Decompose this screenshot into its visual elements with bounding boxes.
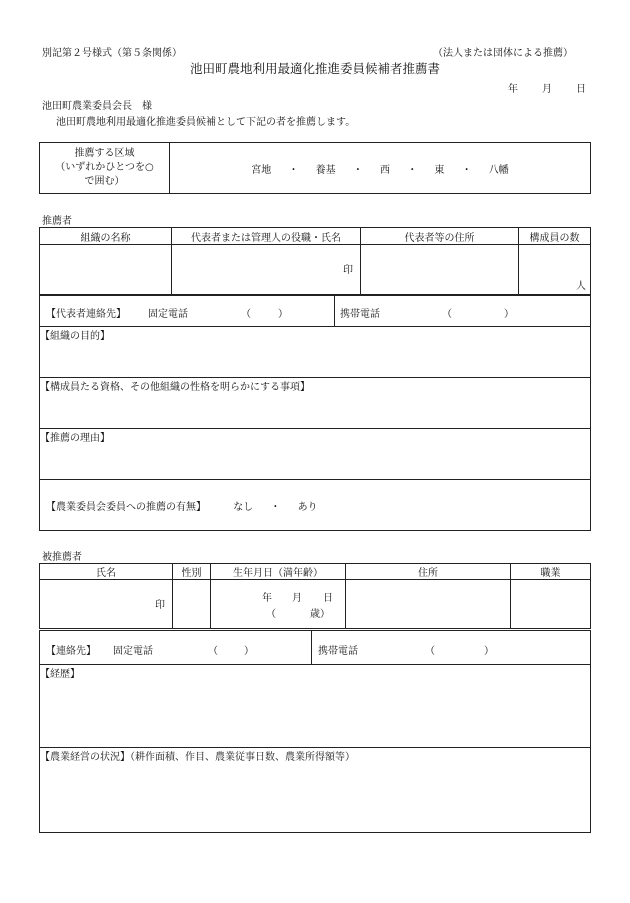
col-nominee-address: 住所 bbox=[346, 564, 511, 580]
rep-contact-label: 【代表者連絡先】 bbox=[46, 309, 126, 320]
birth-month-label: 月 bbox=[292, 593, 302, 604]
addressee: 池田町農業委員会長 様 bbox=[42, 101, 152, 112]
rep-name-field[interactable] bbox=[172, 245, 361, 295]
birth-day-label: 日 bbox=[323, 593, 333, 604]
col-org-name: 組織の名称 bbox=[40, 228, 172, 245]
paren-close: ） bbox=[244, 646, 254, 657]
option-none[interactable]: なし bbox=[233, 501, 254, 513]
paren-open: （ bbox=[241, 309, 251, 320]
member-qualification-field[interactable] bbox=[40, 378, 591, 429]
page-title: 池田町農地利用最適化推進委員候補者推薦書 bbox=[189, 61, 440, 76]
date-month: 月 bbox=[542, 84, 552, 95]
seal-mark: 印 bbox=[343, 265, 353, 276]
age-unit: 歳） bbox=[310, 609, 330, 620]
ag-committee-recommend-field[interactable] bbox=[40, 480, 591, 531]
org-name-field[interactable] bbox=[40, 245, 172, 295]
recommender-section-label: 推薦者 bbox=[42, 216, 72, 227]
district-label-instruction: （いずれかひとつを○ bbox=[55, 162, 154, 173]
col-gender: 性別 bbox=[173, 564, 211, 580]
occupation-field[interactable] bbox=[511, 580, 591, 629]
district-option-yahata[interactable]: 八幡 bbox=[488, 164, 509, 176]
option-yes[interactable]: あり bbox=[297, 501, 318, 513]
nominee-section-label: 被推薦者 bbox=[42, 552, 82, 563]
farming-status-field[interactable] bbox=[40, 748, 591, 833]
district-label-instruction-end: で囲む） bbox=[84, 176, 125, 187]
col-member-count: 構成員の数 bbox=[519, 228, 591, 245]
member-count-field[interactable] bbox=[519, 245, 591, 295]
district-separator: ・ bbox=[352, 164, 363, 176]
recommend-reason-field[interactable] bbox=[40, 429, 591, 480]
birth-year-label: 年 bbox=[262, 593, 272, 604]
date-year: 年 bbox=[508, 84, 518, 95]
landline-label: 固定電話 bbox=[113, 646, 153, 657]
paren-open: （ bbox=[442, 309, 452, 320]
rep-address-field[interactable] bbox=[361, 245, 519, 295]
nominee-name-field[interactable] bbox=[40, 580, 173, 629]
persons-unit: 人 bbox=[576, 281, 586, 292]
nominee-landline-field[interactable] bbox=[40, 631, 312, 665]
col-rep-name: 代表者または管理人の役職・氏名 bbox=[172, 228, 361, 245]
district-option-yoki[interactable]: 養基 bbox=[315, 164, 336, 176]
option-separator: ・ bbox=[270, 501, 281, 513]
rep-mobile-field[interactable] bbox=[335, 296, 591, 327]
col-nominee-name: 氏名 bbox=[40, 564, 173, 580]
paren-close: ） bbox=[278, 309, 288, 320]
form-type: （法人または団体による推薦） bbox=[433, 48, 573, 59]
paren-close: ） bbox=[504, 309, 514, 320]
nominee-detail-table bbox=[39, 664, 591, 833]
district-separator: ・ bbox=[461, 164, 472, 176]
gender-field[interactable] bbox=[173, 580, 211, 629]
nominee-info-table bbox=[39, 563, 591, 629]
district-label: 推薦する区域 bbox=[74, 148, 135, 159]
nominee-address-field[interactable] bbox=[346, 580, 511, 629]
district-table bbox=[39, 142, 591, 194]
district-separator: ・ bbox=[288, 164, 299, 176]
district-option-miyaji[interactable]: 宮地 bbox=[251, 164, 272, 176]
recommender-info-table bbox=[39, 227, 591, 295]
district-label-cell bbox=[40, 143, 170, 194]
nominee-mobile-field[interactable] bbox=[312, 631, 591, 665]
district-option-nishi[interactable]: 西 bbox=[380, 164, 390, 176]
age-paren-open: （ bbox=[266, 609, 276, 620]
landline-label: 固定電話 bbox=[148, 309, 188, 320]
mobile-label: 携帯電話 bbox=[340, 309, 380, 320]
org-purpose-field[interactable] bbox=[40, 327, 591, 378]
paren-close: ） bbox=[484, 646, 494, 657]
district-option-higashi[interactable]: 東 bbox=[434, 164, 445, 176]
seal-mark: 印 bbox=[155, 600, 165, 611]
district-options-cell bbox=[170, 143, 591, 194]
recommender-contact-table bbox=[39, 295, 591, 327]
paren-open: （ bbox=[208, 646, 218, 657]
paren-open: （ bbox=[425, 646, 435, 657]
org-purpose-label: 【組織の目的】 bbox=[40, 331, 110, 342]
rep-landline-field[interactable] bbox=[40, 296, 335, 327]
district-separator: ・ bbox=[407, 164, 418, 176]
recommender-detail-table bbox=[39, 326, 591, 531]
nominee-contact-label: 【連絡先】 bbox=[46, 646, 96, 657]
nominee-contact-table bbox=[39, 630, 591, 665]
form-number: 別記第２号様式（第５条関係） bbox=[42, 48, 182, 59]
col-birthdate: 生年月日（満年齢） bbox=[211, 564, 346, 580]
birthdate-field[interactable] bbox=[211, 580, 346, 629]
recommend-reason-label: 【推薦の理由】 bbox=[40, 433, 110, 444]
career-field[interactable] bbox=[40, 665, 591, 748]
date-day: 日 bbox=[576, 84, 586, 95]
mobile-label: 携帯電話 bbox=[318, 646, 358, 657]
member-qualification-label: 【構成員たる資格、その他組織の性格を明らかにする事項】 bbox=[40, 382, 310, 393]
ag-committee-recommend-label: 【農業委員会委員への推薦の有無】 bbox=[46, 501, 206, 513]
career-label: 【経歴】 bbox=[40, 669, 80, 680]
intro-text: 池田町農地利用最適化推進委員候補として下記の者を推薦します。 bbox=[56, 117, 356, 128]
farming-status-label: 【農業経営の状況】（耕作面積、作目、農業従事日数、農業所得額等） bbox=[40, 752, 355, 763]
col-occupation: 職業 bbox=[511, 564, 591, 580]
col-rep-address: 代表者等の住所 bbox=[361, 228, 519, 245]
